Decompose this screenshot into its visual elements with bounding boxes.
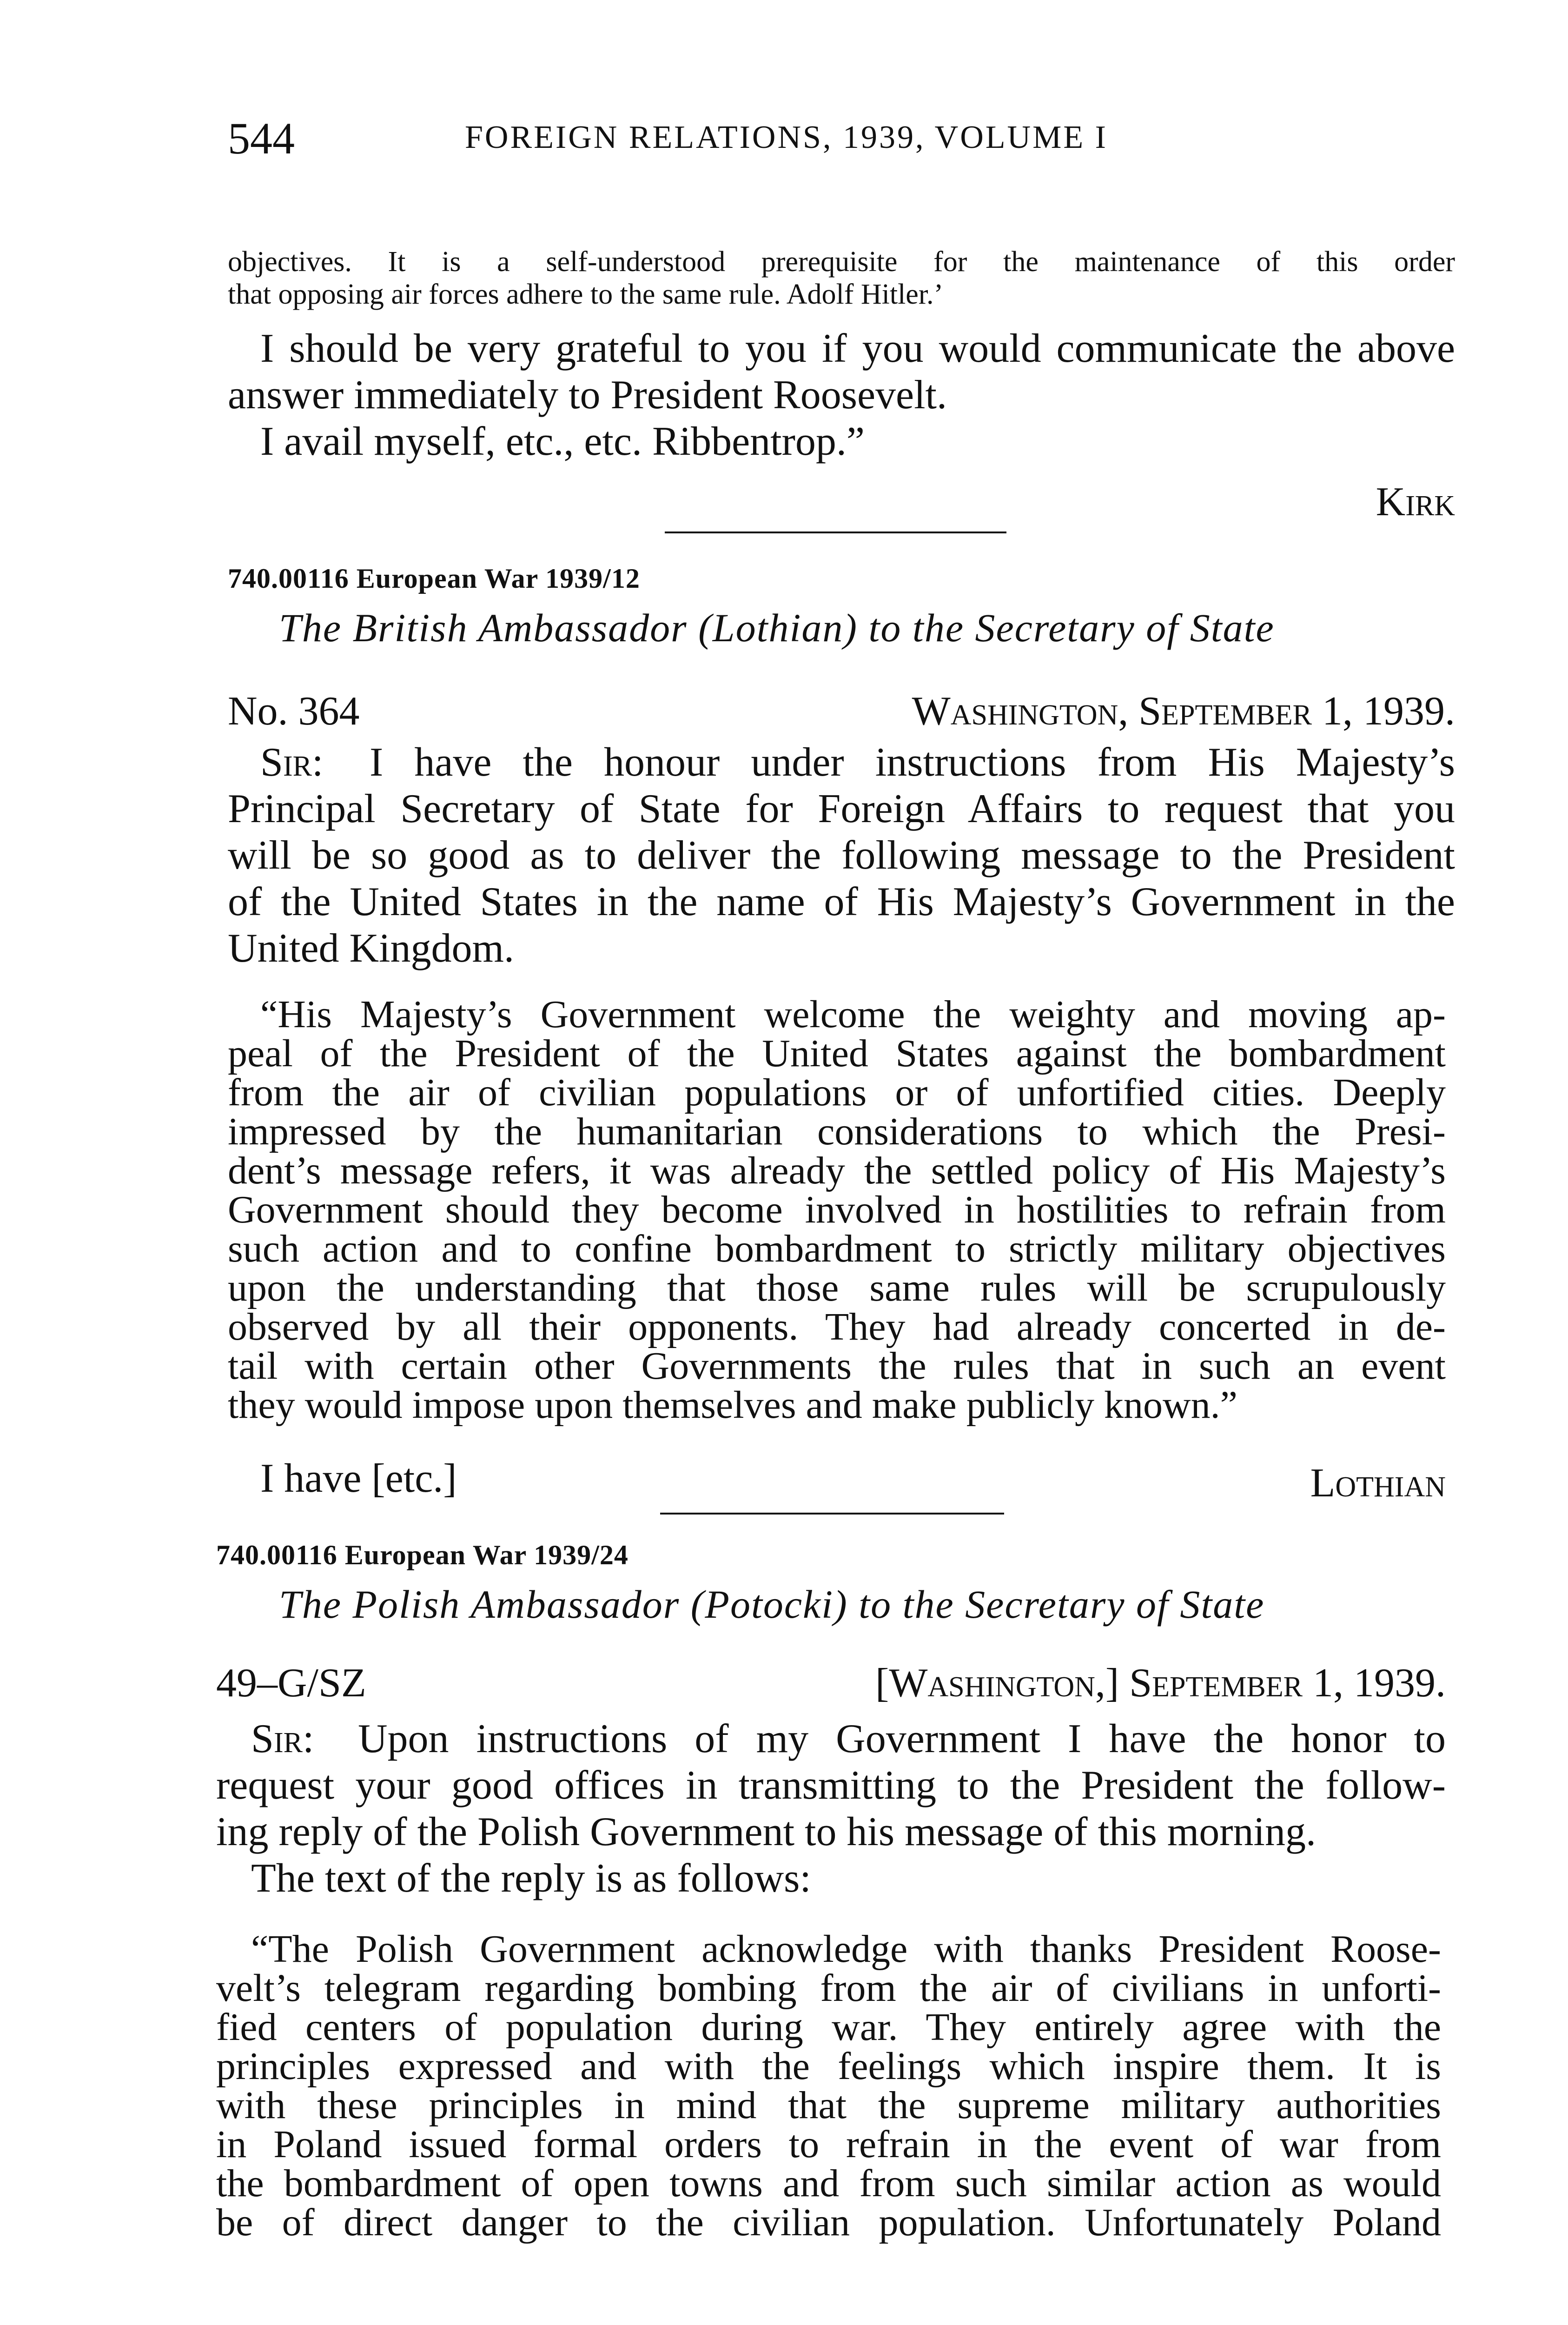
body-line: request your good offices in transmitting to the President the follow- — [216, 1763, 1446, 1808]
document-number: 49–G/SZ — [216, 1661, 366, 1706]
document-title: The British Ambassador (Lothian) to the Secretary of State — [279, 605, 1275, 650]
page-number: 544 — [228, 113, 295, 163]
quote-line: from the air of civilian populations or of unfortified cities. Deeply — [228, 1071, 1446, 1114]
quote-line: fied centers of population during war. They entirely agree with the — [216, 2006, 1441, 2049]
salutation: Sir: — [251, 1716, 314, 1761]
quote-line: “His Majesty’s Government welcome the weighty and moving ap- — [260, 993, 1446, 1036]
quote-line: tail with certain other Governments the rules that in such an event — [228, 1344, 1446, 1388]
quote-line: upon the understanding that those same rules will be scrupulously — [228, 1266, 1446, 1309]
signature-kirk: Kirk — [1376, 479, 1455, 525]
quote-line: in Poland issued formal orders to refrain in the event of war from — [216, 2123, 1441, 2166]
body-line: The text of the reply is as follows: — [251, 1856, 811, 1901]
body-line: Upon instructions of my Government I have the honor to — [358, 1716, 1446, 1761]
continuation-closing-line: answer immediately to President Roosevelt. — [228, 372, 947, 418]
continuation-closing-line: I should be very grateful to you if you would communicate the above — [260, 326, 1455, 371]
divider-rule — [665, 531, 1006, 533]
salutation: Sir: — [260, 740, 324, 785]
quote-line: impressed by the humanitarian considerations to which the Presi- — [228, 1110, 1446, 1153]
body-line: United Kingdom. — [228, 926, 514, 971]
closing: I have [etc.] — [260, 1456, 457, 1501]
quote-line: with these principles in mind that the supreme military authorities — [216, 2084, 1441, 2127]
divider-rule — [660, 1513, 1004, 1515]
continuation-closing-line: I avail myself, etc., etc. Ribbentrop.” — [260, 419, 865, 464]
dateline: [Washington,] September 1, 1939. — [875, 1661, 1446, 1706]
file-number: 740.00116 European War 1939/24 — [216, 1540, 629, 1570]
quote-line: dent’s message refers, it was already the settled policy of His Majesty’s — [228, 1149, 1446, 1192]
quote-line: the bombardment of open towns and from such similar action as would — [216, 2162, 1441, 2205]
document-title: The Polish Ambassador (Potocki) to the Secretary of State — [279, 1582, 1265, 1627]
quote-line: principles expressed and with the feelings which inspire them. It is — [216, 2045, 1441, 2088]
body-line: of the United States in the name of His Majesty’s Government in the — [228, 879, 1455, 924]
quote-line: “The Polish Government acknowledge with thanks President Roose- — [251, 1927, 1441, 1971]
continuation-line: that opposing air forces adhere to the same rule. Adolf Hitler.’ — [228, 279, 944, 310]
continuation-line: objectives. It is a self-understood prerequisite for the maintenance of this order — [228, 246, 1455, 278]
signature-lothian: Lothian — [1310, 1461, 1446, 1506]
quote-line: velt’s telegram regarding bombing from the air of civilians in unforti- — [216, 1966, 1441, 2010]
file-number: 740.00116 European War 1939/12 — [228, 563, 640, 594]
dateline: Washington, September 1, 1939. — [912, 689, 1455, 734]
quote-line: peal of the President of the United States against the bombardment — [228, 1032, 1446, 1075]
quote-line: observed by all their opponents. They had already concerted in de- — [228, 1305, 1446, 1348]
body-line: will be so good as to deliver the following message to the President — [228, 833, 1455, 878]
body-line: I have the honour under instructions from His Majesty’s — [370, 740, 1455, 785]
page-header — [228, 113, 1483, 164]
quote-line: be of direct danger to the civilian population. Unfortunately Poland — [216, 2201, 1441, 2244]
quote-line: such action and to confine bombardment to strictly military objectives — [228, 1227, 1446, 1270]
document-number: No. 364 — [228, 689, 360, 734]
quote-line: Government should they become involved in hostilities to refrain from — [228, 1188, 1446, 1231]
running-head: FOREIGN RELATIONS, 1939, VOLUME I — [465, 120, 1108, 155]
body-line: ing reply of the Polish Government to his message of this morning. — [216, 1809, 1316, 1854]
quote-line: they would impose upon themselves and make publicly known.” — [228, 1383, 1237, 1427]
body-line: Principal Secretary of State for Foreign Affairs to request that you — [228, 786, 1455, 831]
